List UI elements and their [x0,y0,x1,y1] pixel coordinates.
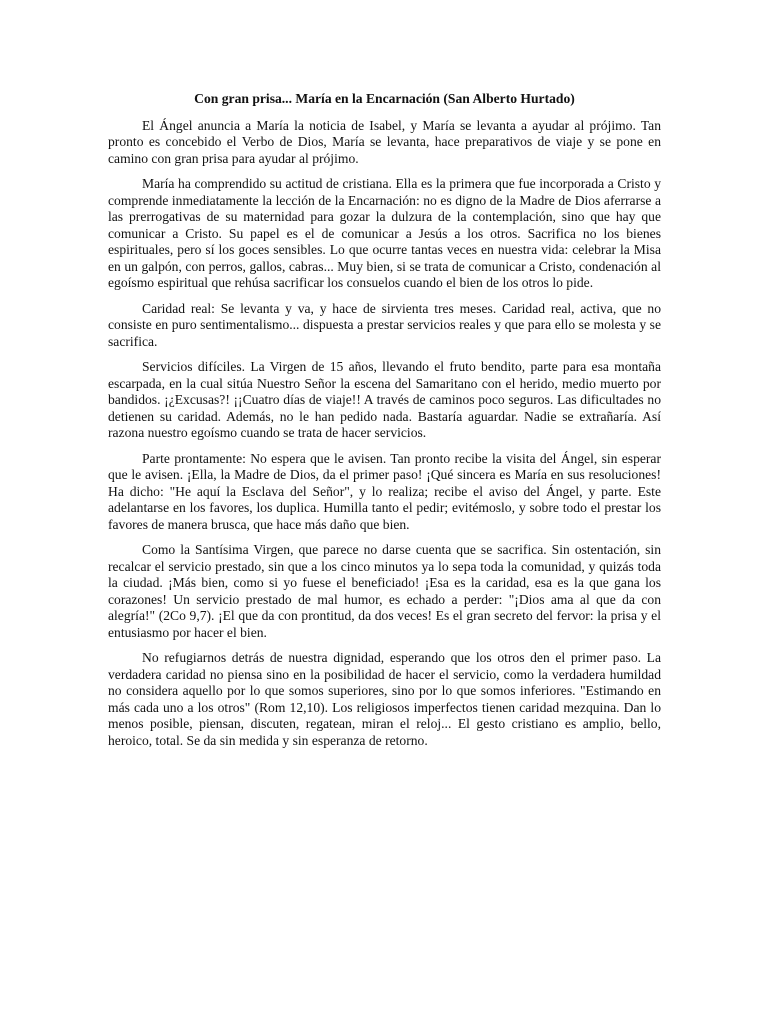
paragraph-2: María ha comprendido su actitud de cristiana. Ella es la primera que fue incorporada a Cristo y comprende inmediatamente la lección de la Encarnación: no es digno de la Madre de Dios aferrarse a las prerrogativas de su maternidad para gozar la dulzura de la contemplación, sino que hay que comunicar a Cristo. Su papel es el de comunicar a Jesús a los otros. Sacrifica no los bienes espirituales, pero sí los goces sensibles. Lo que ocurre tantas veces en nuestra vida: celebrar la Misa en un galpón, con perros, gallos, cabras... Muy bien, si se trata de comunicar a Cristo, condenación al egoísmo espiritual que rehúsa sacrificar los consuelos cuando el bien de los otros lo pide. [108,176,661,290]
paragraph-6: Como la Santísima Virgen, que parece no darse cuenta que se sacrifica. Sin ostentación, sin recalcar el servicio prestado, sin que a los cinco minutos ya lo sepa toda la comunidad, y quizás toda la ciudad. ¡Más bien, como si yo fuese el beneficiado! ¡Esa es la caridad, esa es la que gana los corazones! Un servicio prestado de mal humor, es echado a perder: "¡Dios ama al que da con alegría!" (2Co 9,7). ¡El que da con prontitud, da dos veces! Es el gran secreto del fervor: la prisa y el entusiasmo por hacer el bien. [108,542,661,640]
document-page [108,91,661,758]
paragraph-5: Parte prontamente: No espera que le avisen. Tan pronto recibe la visita del Ángel, sin esperar que le avisen. ¡Ella, la Madre de Dios, da el primer paso! ¡Qué sincera es María en sus resoluciones! Ha dicho: "He aquí la Esclava del Señor", y lo realiza; recibe el aviso del Ángel, y parte. Este adelantarse en los favores, los duplica. Humilla tanto el pedir; evitémoslo, y sobre todo el prestar los favores de manera brusca, que hace más daño que bien. [108,450,661,532]
document-title: Con gran prisa... María en la Encarnación (San Alberto Hurtado) [194,91,575,106]
paragraph-7: No refugiarnos detrás de nuestra dignidad, esperando que los otros den el primer paso. La verdadera caridad no piensa sino en la posibilidad de hacer el servicio, como la verdadera humildad no considera aquello por lo que somos superiores, sino por lo que somos inferiores. "Estimando en más cada uno a los otros" (Rom 12,10). Los religiosos imperfectos tienen caridad mezquina. Dan lo menos posible, piensan, discuten, regatean, miran el reloj... El gesto cristiano es amplio, bello, heroico, total. Se da sin medida y sin esperanza de retorno. [108,650,661,748]
paragraph-3: Caridad real: Se levanta y va, y hace de sirvienta tres meses. Caridad real, activa, que no consiste en puro sentimentalismo... dispuesta a prestar servicios reales y que para ello se molesta y se sacrifica. [108,300,661,349]
paragraph-4: Servicios difíciles. La Virgen de 15 años, llevando el fruto bendito, parte para esa montaña escarpada, en la cual sitúa Nuestro Señor la escena del Samaritano con el herido, medio muerto por bandidos. ¡¿Excusas?! ¡¡Cuatro días de viaje!! A través de caminos poco seguros. Las dificultades no detienen su caridad. Además, no le han pedido nada. Bastaría aguardar. Nadie se extrañaría. Así razona nuestro egoísmo cuando se trata de hacer servicios. [108,359,661,440]
paragraph-1: El Ángel anuncia a María la noticia de Isabel, y María se levanta a ayudar al prójimo. Tan pronto es concebido el Verbo de Dios, María se levanta, hace preparativos de viaje y se pone en camino con gran prisa para ayudar al prójimo. [108,117,661,166]
